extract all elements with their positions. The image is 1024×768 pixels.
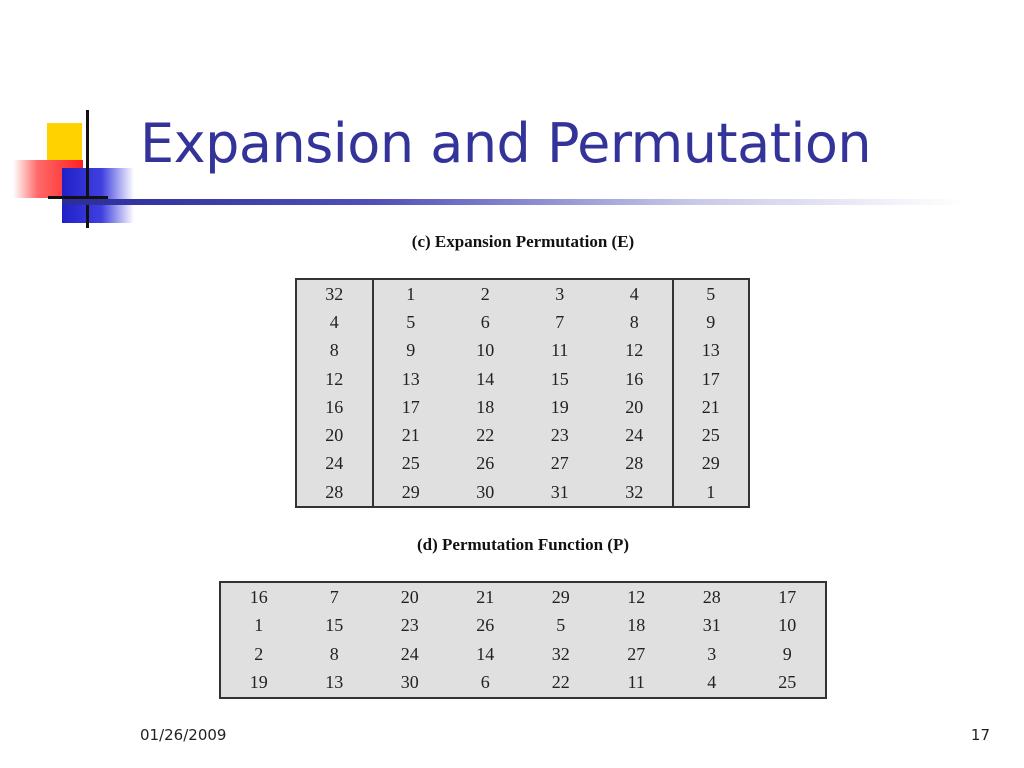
table-cell: 7 xyxy=(329,586,339,607)
table-cell: 29 xyxy=(701,453,720,474)
table-cell: 11 xyxy=(551,340,569,361)
table-cell: 3 xyxy=(707,643,717,664)
logo-vertical-line xyxy=(86,110,89,228)
table-cell: 24 xyxy=(296,450,373,478)
table-row xyxy=(296,393,749,421)
table-cell: 23 xyxy=(550,425,569,446)
table-row xyxy=(296,478,749,507)
table-cell: 2 xyxy=(254,643,264,664)
table-row xyxy=(296,421,749,449)
table-cell: 13 xyxy=(701,340,720,361)
table-cell: 18 xyxy=(476,396,495,417)
table-cell: 17 xyxy=(701,368,720,389)
table-cell: 13 xyxy=(401,368,420,389)
table-cell: 17 xyxy=(401,396,420,417)
table-cell: 27 xyxy=(550,453,569,474)
table-cell: 30 xyxy=(400,672,419,693)
table-cell: 22 xyxy=(476,425,495,446)
table-row xyxy=(296,450,749,478)
table-cell: 31 xyxy=(702,615,721,636)
footer-date: 01/26/2009 xyxy=(140,726,227,744)
table-cell: 7 xyxy=(555,311,565,332)
table-cell: 17 xyxy=(778,586,797,607)
table-cell: 12 xyxy=(627,586,646,607)
table-cell: 12 xyxy=(296,365,373,393)
table-cell: 28 xyxy=(296,478,373,507)
table-cell: 3 xyxy=(555,283,565,304)
table-cell: 19 xyxy=(249,672,268,693)
table-cell: 13 xyxy=(325,672,344,693)
table-cell: 21 xyxy=(401,425,420,446)
table-cell: 5 xyxy=(556,615,566,636)
page-number: 17 xyxy=(970,726,990,744)
slide-logo-decoration xyxy=(0,100,140,230)
table-cell: 29 xyxy=(401,481,420,502)
table-cell: 4 xyxy=(707,672,717,693)
table-cell: 20 xyxy=(400,586,419,607)
table-row xyxy=(220,612,826,641)
table-cell: 29 xyxy=(551,586,570,607)
table-cell: 20 xyxy=(296,421,373,449)
table-cell: 24 xyxy=(597,421,673,449)
table-row xyxy=(296,279,749,308)
table-cell: 16 xyxy=(296,393,373,421)
table-cell: 23 xyxy=(400,615,419,636)
table-cell: 9 xyxy=(782,643,792,664)
table-cell: 28 xyxy=(597,450,673,478)
table-cell: 26 xyxy=(476,615,495,636)
table-cell: 4 xyxy=(296,308,373,336)
table-cell: 8 xyxy=(597,308,673,336)
table-cell: 26 xyxy=(476,453,495,474)
table-cell: 10 xyxy=(476,340,495,361)
table-cell: 8 xyxy=(296,337,373,365)
table-cell: 27 xyxy=(627,643,646,664)
table-cell: 25 xyxy=(401,453,420,474)
table-cell: 9 xyxy=(706,311,716,332)
table-cell: 12 xyxy=(597,337,673,365)
table-cell: 6 xyxy=(480,311,490,332)
table-cell: 30 xyxy=(476,481,495,502)
table-cell: 16 xyxy=(249,586,268,607)
table-cell: 32 xyxy=(296,279,373,308)
table-row xyxy=(220,640,826,669)
table-cell: 32 xyxy=(597,478,673,507)
table-row xyxy=(296,365,749,393)
expansion-table-caption: (c) Expansion Permutation (E) xyxy=(411,232,635,251)
expansion-permutation-table xyxy=(295,278,750,508)
table-row xyxy=(220,582,826,612)
table-cell: 11 xyxy=(627,672,645,693)
table-cell: 4 xyxy=(597,279,673,308)
table-row xyxy=(220,669,826,699)
table-cell: 5 xyxy=(706,283,716,304)
table-cell: 28 xyxy=(702,586,721,607)
table-cell: 8 xyxy=(329,643,339,664)
table-cell: 21 xyxy=(476,586,495,607)
table-cell: 10 xyxy=(778,615,797,636)
table-cell: 14 xyxy=(476,368,495,389)
table-row xyxy=(296,308,749,336)
slide-title: Expansion and Permutation xyxy=(140,112,872,175)
table-cell: 9 xyxy=(406,340,416,361)
table-cell: 6 xyxy=(480,672,490,693)
table-cell: 21 xyxy=(701,396,720,417)
permutation-function-table xyxy=(219,581,827,699)
table-cell: 25 xyxy=(701,425,720,446)
table-cell: 1 xyxy=(406,283,416,304)
table-cell: 20 xyxy=(597,393,673,421)
table-cell: 32 xyxy=(551,643,570,664)
table-cell: 16 xyxy=(597,365,673,393)
title-underline xyxy=(62,199,962,205)
table-cell: 15 xyxy=(325,615,344,636)
table-cell: 22 xyxy=(551,672,570,693)
table-cell: 15 xyxy=(550,368,569,389)
table-cell: 1 xyxy=(706,481,716,502)
table-cell: 25 xyxy=(778,672,797,693)
table-row xyxy=(296,337,749,365)
table-cell: 5 xyxy=(406,311,416,332)
table-cell: 14 xyxy=(476,643,495,664)
table-cell: 1 xyxy=(254,615,264,636)
table-cell: 19 xyxy=(550,396,569,417)
permutation-table-caption: (d) Permutation Function (P) xyxy=(416,535,629,554)
table-cell: 2 xyxy=(480,283,490,304)
table-cell: 31 xyxy=(550,481,569,502)
table-cell: 24 xyxy=(400,643,419,664)
table-cell: 18 xyxy=(627,615,646,636)
